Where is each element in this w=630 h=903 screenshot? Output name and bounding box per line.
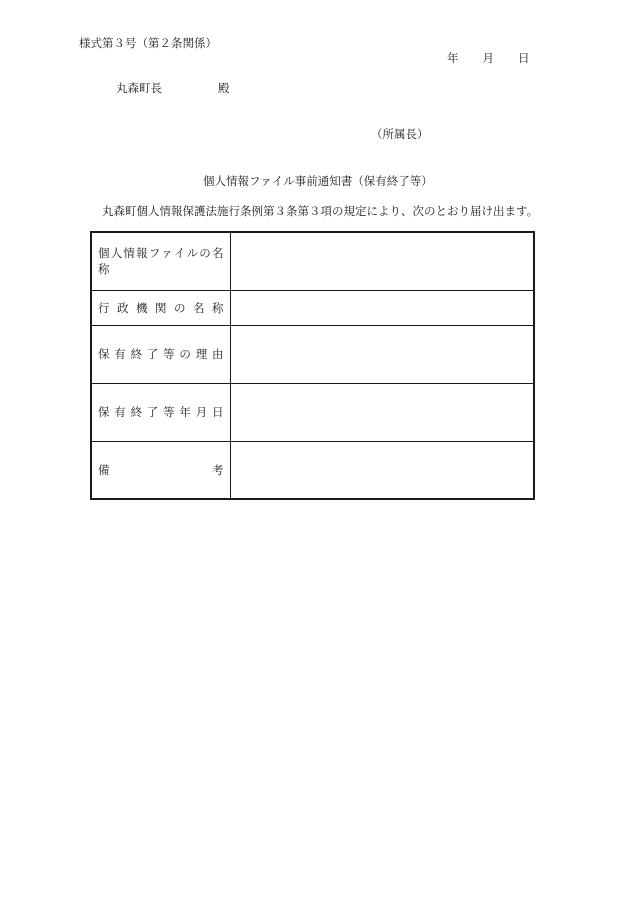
row-label-remarks: 備考 bbox=[91, 441, 230, 499]
document-title: 個人情報ファイル事前通知書（保有終了等） bbox=[203, 174, 433, 188]
table-row bbox=[91, 325, 534, 383]
row-label-file-name: 個人情報ファイルの名称 bbox=[91, 232, 230, 290]
addressee bbox=[116, 81, 230, 95]
form-number: 様式第３号（第２条関係） bbox=[79, 36, 217, 50]
row-label-termination-date: 保有終了等年月日 bbox=[91, 383, 230, 441]
field-file-name[interactable] bbox=[230, 232, 534, 290]
row-label-termination-reason: 保有終了等の理由 bbox=[91, 325, 230, 383]
date-month: 月 bbox=[482, 51, 494, 65]
table-row bbox=[91, 232, 534, 290]
date-year: 年 bbox=[447, 51, 459, 65]
table-row bbox=[91, 441, 534, 499]
addressee-name: 丸森町長 bbox=[116, 81, 162, 95]
date-line bbox=[447, 51, 530, 65]
sender-title: （所属長） bbox=[371, 127, 429, 141]
table-row bbox=[91, 290, 534, 325]
date-day: 日 bbox=[518, 51, 530, 65]
field-remarks[interactable] bbox=[230, 441, 534, 499]
field-termination-reason[interactable] bbox=[230, 325, 534, 383]
field-agency-name[interactable] bbox=[230, 290, 534, 325]
table-row bbox=[91, 383, 534, 441]
field-termination-date[interactable] bbox=[230, 383, 534, 441]
form-table bbox=[90, 231, 535, 500]
body-text: 丸森町個人情報保護法施行条例第３条第３項の規定により、次のとおり届け出ます。 bbox=[102, 204, 539, 218]
row-label-agency-name: 行政機関の名称 bbox=[91, 290, 230, 325]
addressee-honorific: 殿 bbox=[218, 81, 230, 95]
